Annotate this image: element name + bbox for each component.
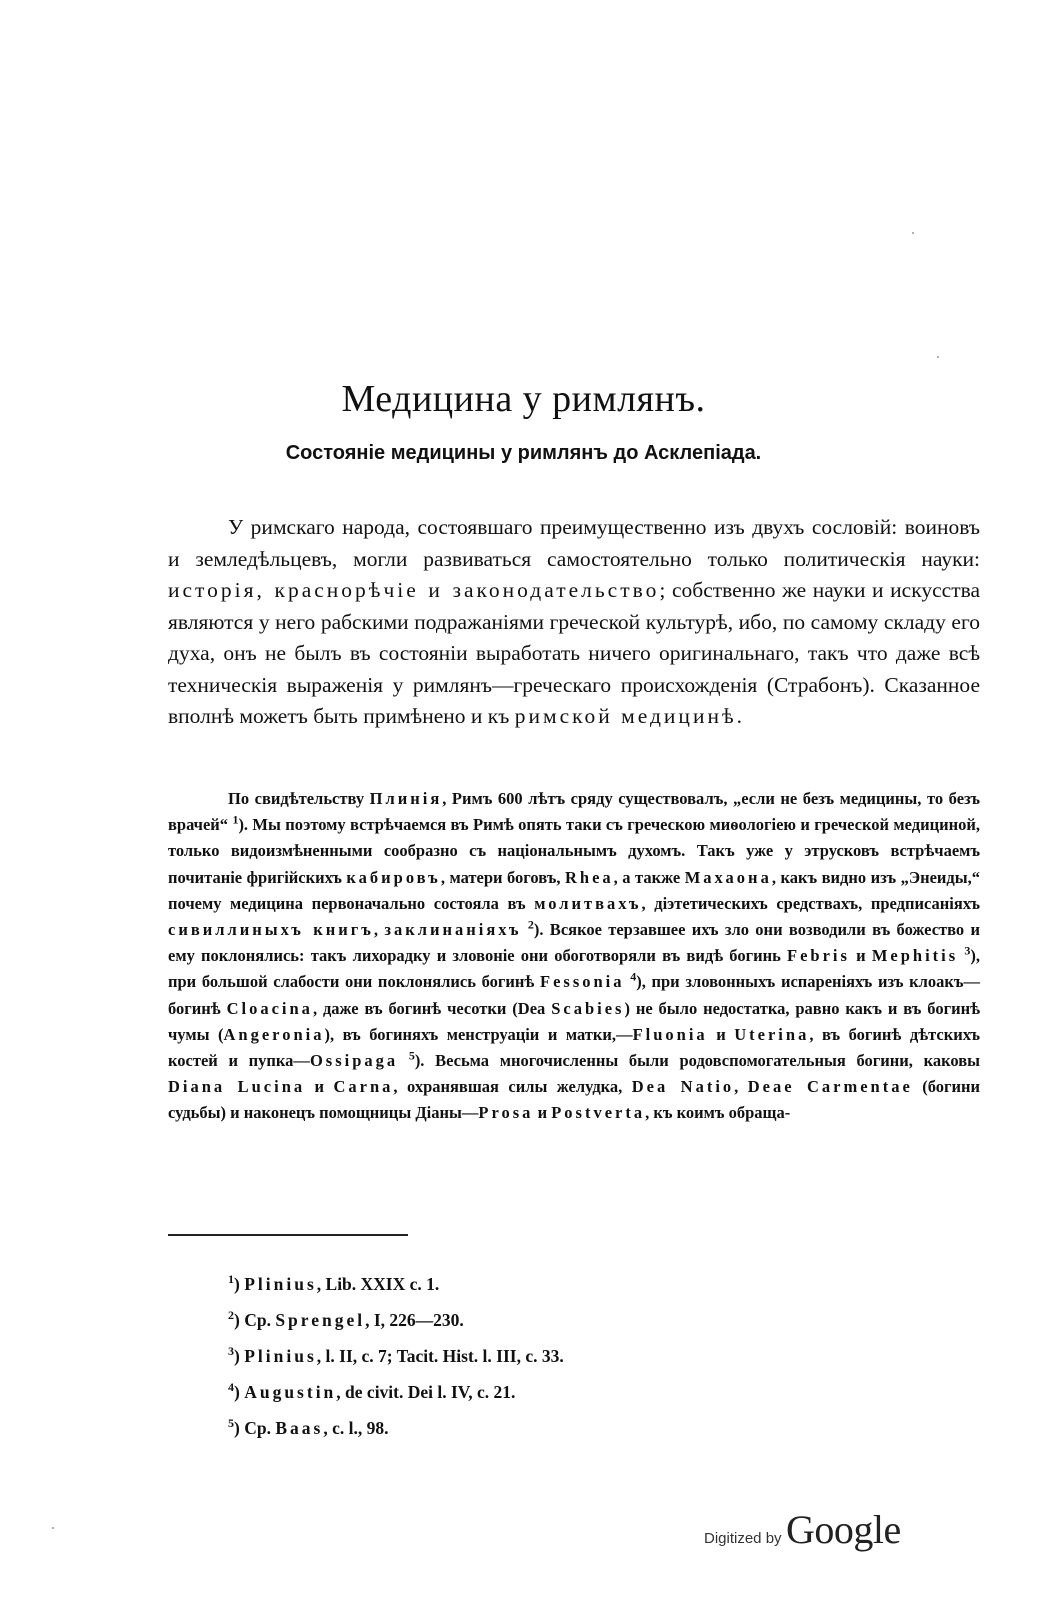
spaced-text: Fluonia bbox=[632, 1024, 708, 1044]
footnote-ref: 2 bbox=[527, 917, 534, 932]
spaced-text: Ossipaga bbox=[309, 1051, 399, 1071]
footnote-number: 5 bbox=[228, 1416, 234, 1431]
spaced-text: кабировъ bbox=[346, 867, 441, 887]
text-run: , Римъ 600 лѣтъ сряду существовалъ, „если не безъ медицины, то безъ врачей“ bbox=[168, 789, 980, 835]
footnote-1: $^1$) Plinius, Lib. XXIX c. 1. bbox=[228, 1272, 440, 1294]
spaced-text: Dea Natio bbox=[631, 1077, 735, 1097]
text-run: , а также bbox=[613, 867, 685, 887]
spaced-text: Rhea bbox=[564, 867, 614, 887]
text-run: ). Мы поэтому встрѣчаемся въ Римѣ опять таки съ греческою миѳологіею и греческой медициной, только видоизмѣненными сообразно съ національнымъ духомъ. Такъ уже у этрусковъ встрѣчаемъ почитаніе фригійскихъ bbox=[168, 815, 981, 887]
text-run: (богини судьбы) и наконецъ помощницы Діаны— bbox=[168, 1077, 980, 1123]
spaced-text: Prosa bbox=[478, 1103, 534, 1123]
footnote-number: 4 bbox=[228, 1380, 234, 1395]
spaced-text: Scabies bbox=[551, 998, 625, 1018]
text-run: , какъ видно изъ „Энеиды,“ почему медицина первоначально состояла въ bbox=[168, 867, 981, 913]
footnote-3: $^3$) Plinius, l. II, c. 7; Tacit. Hist. l. III, c. 33. bbox=[228, 1344, 564, 1366]
spaced-text: Cloacina bbox=[226, 998, 313, 1018]
text-run: , bbox=[734, 1077, 748, 1097]
spaced-text: Deae Carmentae bbox=[747, 1077, 913, 1097]
footnote-ref: 4 bbox=[630, 969, 637, 984]
text-run: , матери боговъ, bbox=[440, 867, 565, 887]
spaced-text: Diana Lucina bbox=[168, 1077, 306, 1097]
text-run: ) не было недостатка, равно какъ и въ богинѣ чумы ( bbox=[168, 998, 980, 1044]
text-run: ). Весьма многочисленны были родовспомогательныя богини, каковы bbox=[414, 1051, 981, 1071]
section-subtitle: Состояніе медицины у римлянъ до Асклепіада. bbox=[285, 442, 762, 464]
footnote-author: Sprengel bbox=[275, 1310, 366, 1330]
footnote-number: 3 bbox=[228, 1344, 234, 1359]
footnote-author: Plinius bbox=[244, 1346, 317, 1366]
text-run: ). Всякое терзавшее ихъ зло они возводили въ божество и ему поклонялись: такъ лихорадку и зловоніе они обоготворяли въ видѣ богинь bbox=[168, 920, 981, 966]
spaced-text: молитвахъ bbox=[534, 893, 642, 913]
scan-speck bbox=[912, 232, 914, 234]
footnote-4: $^4$) Augustin, de civit. Dei l. IV, c. 21. bbox=[228, 1380, 516, 1402]
text-run: ), при зловонныхъ испареніяхъ изъ клоакъ—богинѣ bbox=[168, 972, 981, 1018]
spaced-text: Angeronia bbox=[223, 1024, 325, 1044]
text-run: , bbox=[373, 920, 385, 940]
spaced-text: Postverta bbox=[551, 1103, 646, 1123]
text-run: и bbox=[533, 1103, 552, 1123]
main-paragraph bbox=[168, 512, 980, 733]
footnote-number: 1 bbox=[228, 1272, 234, 1287]
footnote-reference: , l. II, c. 7; Tacit. Hist. l. III, c. 33. bbox=[316, 1346, 564, 1366]
footnote-divider bbox=[168, 1234, 408, 1236]
spaced-text: исторія, краснорѣчіе и законодательство bbox=[168, 578, 660, 602]
small-print-paragraph bbox=[168, 786, 980, 1127]
spaced-text: Mephitis bbox=[871, 946, 959, 966]
scan-speck bbox=[52, 1527, 54, 1529]
footnote-ref: 3 bbox=[964, 943, 971, 958]
footnote-author: Plinius bbox=[244, 1274, 317, 1294]
footnote-ref: 1 bbox=[232, 812, 239, 827]
footnote-5: $^5$) Cp. Baas, c. l., 98. bbox=[228, 1416, 389, 1438]
watermark-prefix: Digitized by bbox=[704, 1530, 782, 1547]
footnote-author: Augustin bbox=[244, 1382, 337, 1402]
spaced-text: Uterina bbox=[734, 1024, 810, 1044]
footnote-prefix: Cp. bbox=[244, 1418, 276, 1438]
spaced-text: Плинія bbox=[369, 789, 443, 808]
spaced-text: Carna bbox=[333, 1077, 394, 1097]
spaced-text: римской медицинѣ bbox=[514, 704, 737, 728]
footnote-reference: , Lib. XXIX c. 1. bbox=[316, 1274, 440, 1294]
spaced-text: Махаона bbox=[684, 867, 772, 887]
digitized-watermark bbox=[704, 1506, 901, 1553]
footnotes bbox=[228, 1266, 564, 1446]
text-run: , даже въ богинѣ чесотки (Dea bbox=[312, 998, 552, 1018]
page-title: Медицина у римлянъ. bbox=[341, 378, 706, 421]
text-run: , къ коимъ обраща- bbox=[645, 1103, 791, 1123]
footnote-author: Baas bbox=[275, 1418, 324, 1438]
text-run: и bbox=[305, 1077, 334, 1097]
footnote-reference: , de civit. Dei l. IV, c. 21. bbox=[336, 1382, 516, 1402]
spaced-text: сивиллиныхъ книгъ bbox=[168, 920, 374, 940]
footnote-reference: , I, 226—230. bbox=[365, 1310, 464, 1330]
spaced-text: заклинаніяхъ bbox=[384, 920, 522, 940]
paragraph-2 bbox=[168, 786, 980, 1127]
text-run: и bbox=[707, 1024, 735, 1044]
watermark-brand: Google bbox=[786, 1507, 901, 1552]
paragraph-1 bbox=[168, 512, 980, 733]
text-run: ; собственно же науки и искусства являются у него рабскими подражаніями греческой культурѣ, ибо, по самому складу его духа, онъ не былъ въ состояніи выработать ничего оригинальнаго, такъ что даже всѣ техническія выраженія у римлянъ—греческаго происхожденія (Страбонъ). Сказанное вполнѣ можетъ быть примѣнено и къ bbox=[168, 578, 981, 728]
footnote-ref: 5 bbox=[408, 1048, 415, 1063]
text-run: ), въ богиняхъ менструаціи и матки,— bbox=[324, 1024, 633, 1044]
footnote-reference: , c. l., 98. bbox=[323, 1418, 389, 1438]
text-run: , въ богинѣ дѣтскихъ костей и пупка— bbox=[168, 1024, 980, 1071]
text-run bbox=[398, 1051, 409, 1070]
text-run: и bbox=[849, 946, 872, 966]
text-run: , охранявшая силы желудка, bbox=[393, 1077, 632, 1097]
footnote-prefix: Cp. bbox=[244, 1310, 276, 1330]
footnote-2: $^2$) Cp. Sprengel, I, 226—230. bbox=[228, 1308, 464, 1330]
text-run: . bbox=[736, 704, 742, 728]
text-run: У римскаго народа, состоявшаго преимущественно изъ двухъ сословій: воиновъ и земледѣльцевъ, могли развиваться самостоятельно только политическія науки: bbox=[168, 515, 980, 571]
text-run: По свидѣтельству bbox=[228, 789, 370, 808]
text-run: ), при большой слабости они поклонялись богинѣ bbox=[168, 946, 981, 992]
spaced-text: Febris bbox=[787, 946, 850, 966]
footnote-number: 2 bbox=[228, 1308, 234, 1323]
spaced-text: Fessonia bbox=[540, 972, 625, 992]
scan-speck bbox=[937, 356, 939, 358]
text-run: , діэтетическихъ средствахъ, предписаніяхъ bbox=[641, 893, 981, 913]
